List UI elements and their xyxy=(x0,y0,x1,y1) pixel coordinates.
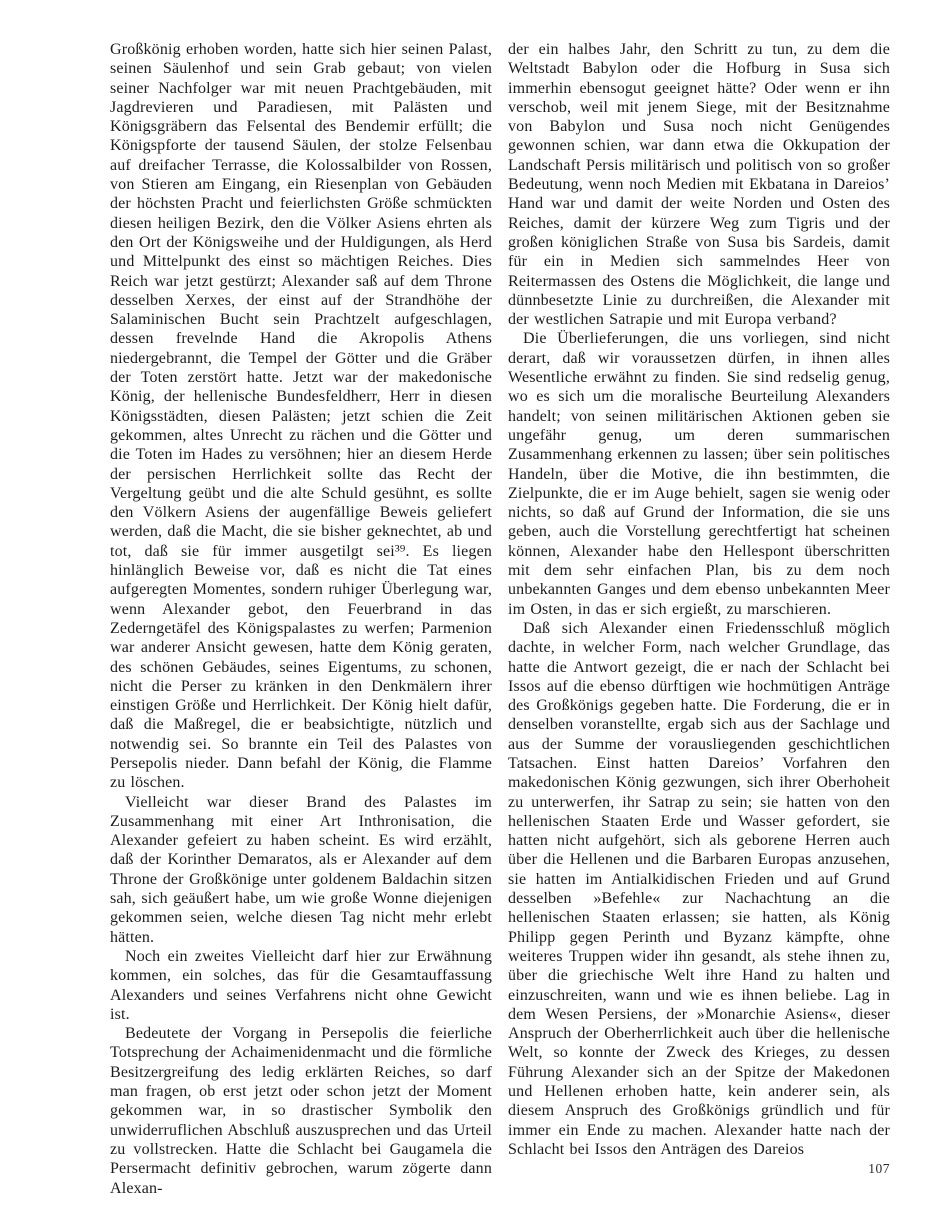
left-column xyxy=(110,40,492,1198)
right-paragraph-2: Die Überlieferungen, die uns vorliegen, sind nicht derart, daß wir voraussetzen dürfen, in ihnen alles Wesentliche erwähnt zu finden. Sie sind redselig genug, wo es sich um die moralische Beurteilung Alexanders handelt; von seinen militärischen Aktionen geben sie ungefähr genug, um deren summarischen Zusammenhang erkennen zu lassen; über sein politisches Handeln, über die Motive, die ihn bestimmten, die Zielpunkte, die er im Auge behielt, sagen sie wenig oder nichts, so daß auf Grund der Information, die sie uns geben, auch die Vorstellung gerechtfertigt hat scheinen können, Alexander habe den Hellespont überschritten mit dem sehr einfachen Plan, bis zu dem noch unbekannten Ganges und dem ebenso unbekannten Meer im Osten, in das er sich ergießt, zu marschieren. xyxy=(508,330,890,618)
right-column xyxy=(508,40,890,1198)
left-paragraph-3: Noch ein zweites Vielleicht darf hier zur Erwähnung kommen, ein solches, das für die Gesamtauffassung Alexanders und seines Verfahrens nicht ohne Gewicht ist. xyxy=(110,947,492,1023)
page-number: 107 xyxy=(868,1161,890,1176)
left-paragraph-1: Großkönig erhoben worden, hatte sich hier seinen Palast, seinen Säulenhof und sein Grab gebaut; von vielen seiner Nachfolger war mit neuen Prachtgebäuden, mit Jagdrevieren und Paradiesen, mit Palästen und Königsgräbern das Felsental des Bendemir erfüllt; die Königspforte der tausend Säulen, der stolze Felsenbau auf dreifacher Terrasse, die Kolossalbilder von Rossen, von Stieren am Eingang, ein Riesenplan von Gebäuden der höchsten Pracht und feierlichsten Größe schmückten diesen heiligen Bezirk, den die Völker Asiens ehrten als den Ort der Königsweihe und der Huldigungen, als Herd und Mittelpunkt des einst so mächtigen Reiches. Dies Reich war jetzt gestürzt; Alexander saß auf dem Throne desselben Xerxes, der einst auf der Strandhöhe der Salaminischen Bucht sein Prachtzelt aufgeschlagen, dessen frevelnde Hand die Akropolis Athens niedergebrannt, die Tempel der Götter und die Gräber der Toten zerstört hatte. Jetzt war der makedonische König, der hellenische Bundesfeldherr, Herr in diesen Königsstädten, diesen Palästen; jetzt schien die Zeit gekommen, altes Unrecht zu rächen und die Götter und die Toten im Hades zu versöhnen; hier an diesem Herde der persischen Herrlichkeit sollte das Recht der Vergeltung geübt und die alte Schuld gesühnt, es sollte den Völkern Asiens der augenfällige Beweis geliefert werden, daß die Macht, die sie bisher geknechtet, ab und tot, daß sie für immer ausgetilgt sei³⁹. Es liegen hinlänglich Beweise vor, daß es nicht die Tat eines aufgeregten Momentes, sondern ruhiger Überlegung war, wenn Alexander gebot, den Feuerbrand in das Zederngetäfel des Königspalastes zu werfen; Parmenion war anderer Ansicht gewesen, hatte dem König geraten, des schönen Gebäudes, seines Eigentums, zu schonen, nicht die Perser zu kränken in den Denkmälern ihrer einstigen Größe und Herrlichkeit. Der König hielt dafür, daß die Maßregel, die er beabsichtigte, nützlich und notwendig sei. So brannte ein Teil des Palastes von Persepolis nieder. Dann befahl der König, die Flamme zu löschen. xyxy=(110,41,492,792)
text-columns xyxy=(110,40,890,1198)
right-paragraph-1: der ein halbes Jahr, den Schritt zu tun, zu dem die Weltstadt Babylon oder die Hofburg in Susa sich immerhin ebensogut geeignet hätte? Oder wenn er ihn verschob, weil mit jenem Siege, mit der Besitznahme von Babylon und Susa noch nicht Genügendes gewonnen schien, war dann etwa die Okkupation der Landschaft Persis militärisch und politisch von so großer Bedeutung, wenn noch Medien mit Ekbatana in Dareios’ Hand war und damit der weite Norden und Osten des Reiches, damit der kürzere Weg zum Tigris und der großen königlichen Straße von Susa bis Sardeis, damit für ein in Medien sich sammelndes Heer von Reitermassen des Ostens die Möglichkeit, die lange und dünnbesetzte Linie zu durchreißen, die Alexander mit der westlichen Satrapie und mit Europa verband? xyxy=(508,41,890,329)
left-paragraph-4: Bedeutete der Vorgang in Persepolis die feierliche Totsprechung der Achaimenidenmacht und die förmliche Besitzergreifung des ledig erklärten Reiches, so darf man fragen, ob erst jetzt oder schon jetzt der Moment gekommen war, in so drastischer Symbolik den unwiderruflichen Abschluß auszusprechen und das Urteil zu vollstrecken. Hatte die Schlacht bei Gaugamela die Persermacht definitiv gebrochen, warum zögerte dann Alexan- xyxy=(110,1025,492,1197)
left-paragraph-2: Vielleicht war dieser Brand des Palastes im Zusammenhang mit einer Art Inthronisation, die Alexander gefeiert zu haben scheint. Es wird erzählt, daß der Korinther Demaratos, als er Alexander auf dem Throne der Großkönige unter goldenem Baldachin sitzen sah, sich geäußert habe, um wie große Wonne diejenigen gekommen seien, welche diesen Tag nicht mehr erlebt hätten. xyxy=(110,793,492,946)
right-paragraph-3: Daß sich Alexander einen Friedensschluß möglich dachte, in welcher Form, nach welcher Grundlage, das hatte die Antwort gezeigt, die er nach der Schlacht bei Issos auf die ebenso dürftigen wie hochmütigen Anträge des Großkönigs gegeben hatte. Die Forderung, die er in denselben voranstellte, ergab sich aus der Sachlage und aus der Summe der vorausliegenden geschichtlichen Tatsachen. Einst hatten Dareios’ Vorfahren den makedonischen König gezwungen, sich ihrer Oberhoheit zu unterwerfen, ihr Satrap zu sein; sie hatten von den hellenischen Staaten Erde und Wasser gefordert, sie hatten nicht aufgehört, sich als geborene Herren auch über die Hellenen und die Barbaren Europas anzusehen, sie hatten im Antialkidischen Frieden und auf Grund desselben »Befehle« zur Nachachtung an die hellenischen Staaten erlassen; sie hatten, als König Philipp gegen Perinth und Byzanz kämpfte, ohne weiteres Truppen wider ihn gesandt, als stehe ihnen zu, über die griechische Welt ihre Hand zu halten und einzuschreiten, wann und wie es ihnen beliebe. Lag in dem Wesen Persiens, der »Monarchie Asiens«, dieser Anspruch der Oberherrlichkeit auch über die hellenische Welt, so konnte der Zweck des Krieges, zu dessen Führung Alexander sich an der Spitze der Makedonen und Hellenen erhoben hatte, kein anderer sein, als diesem Anspruch des Großkönigs gründlich und für immer ein Ende zu machen. Alexander hatte nach der Schlacht bei Issos den Anträgen des Dareios xyxy=(508,619,890,1158)
